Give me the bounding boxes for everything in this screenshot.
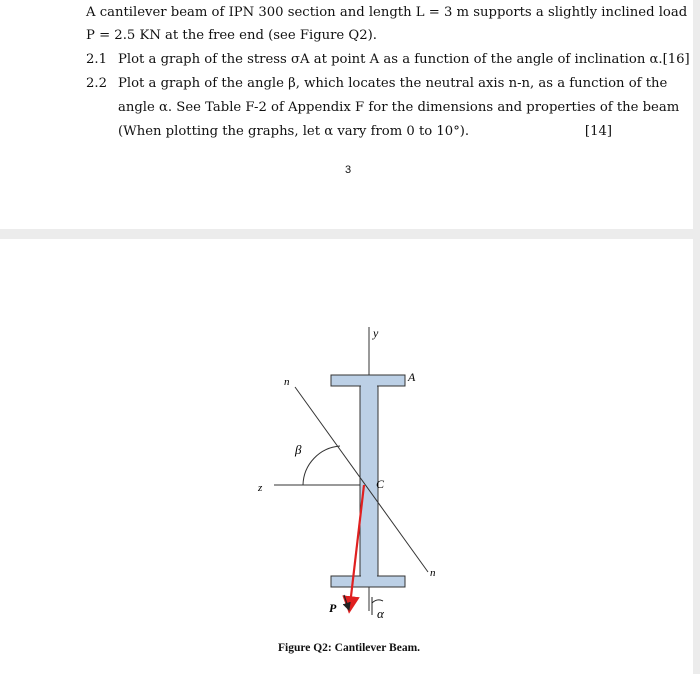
bottom-fillet [361,574,377,577]
intro-line-2: P = 2.5 KN at the free end (see Figure Q2). [86,28,377,43]
top-fillet [361,385,377,388]
question-2-1-marks: [16] [662,52,690,67]
z-axis-label: z [258,482,263,494]
question-2-1-text: Plot a graph of the stress σA at point A as a function of the angle of inclination α. [118,52,663,67]
question-2-1-number: 2.1 [86,52,107,67]
point-a-label: A [408,370,416,384]
page-number: 3 [345,164,352,176]
intro-line-1: A cantilever beam of IPN 300 section and length L = 3 m supports a slightly inclined load [86,5,688,20]
figure-card [0,239,693,674]
figure-caption: Figure Q2: Cantilever Beam. [278,642,421,654]
question-2-2-number: 2.2 [86,76,107,91]
beta-label: β [295,442,302,457]
n-top-label: n [284,376,290,388]
point-c-label: C [376,477,385,491]
question-2-2-line-2: angle α. See Table F-2 of Appendix F for the dimensions and properties of the beam [118,100,680,115]
question-2-2-text-3: (When plotting the graphs, let α vary from 0 to 10°). [118,124,470,139]
problem-card [0,0,693,229]
load-p-label: P [329,601,337,615]
alpha-label: α [377,606,384,621]
question-2-2-line-1: Plot a graph of the angle β, which locates the neutral axis n-n, as a function of the [118,76,668,91]
alpha-arc [372,600,383,603]
question-2-2-marks: [14] [584,124,612,139]
p-direction-icon [344,595,348,607]
question-2-2-line-3 [118,124,612,140]
y-axis-label: y [373,326,379,340]
top-flange [331,375,405,386]
question-2-1 [118,52,690,68]
n-bottom-label: n [430,567,436,579]
bottom-flange [331,576,405,587]
cantilever-beam-figure [0,239,693,674]
beta-arc [303,446,340,485]
